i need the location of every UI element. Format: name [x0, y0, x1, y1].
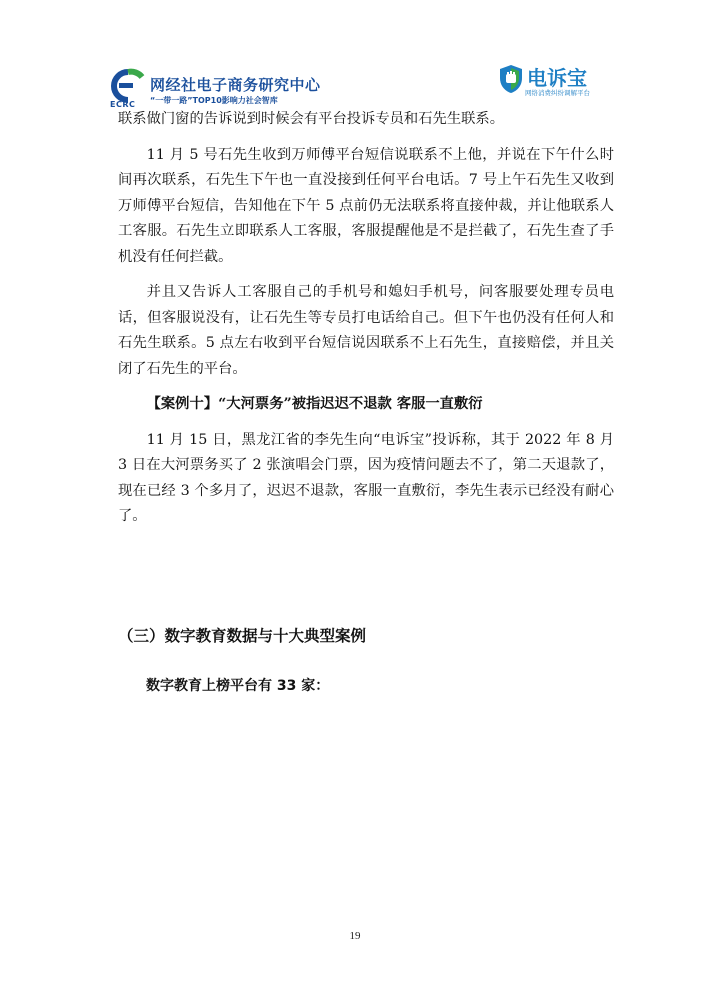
section-heading: （三）数字教育数据与十大典型案例 [118, 627, 367, 645]
body-text [118, 107, 614, 530]
paragraph-2: 11 月 5 号石先生收到万师傅平台短信说联系不上他，并说在下午什么时间再次联系，石先生下午也一直没接到任何平台电话。7 号上午石先生又收到万师傅平台短信，告知他在下午 5 点前仍无法联系将直接仲裁，并让他联系人工客服。石先生立即联系人工客服，客服提醒他是不是拦截了，石先生查了手机没有任何拦截。 [118, 146, 614, 265]
ecrc-logo-icon [108, 68, 148, 104]
ecrc-abbr: ECRC [110, 100, 136, 109]
paragraph-3: 并且又告诉人工客服自己的手机号和媳妇手机号，问客服要处理专员电话，但客服说没有，让石先生等专员打电话给自己。但下午也仍没有任何人和石先生联系。5 点左右收到平台短信说因联系不上石先生，直接赔偿，并且关闭了石先生的平台。 [118, 284, 614, 377]
section-three [118, 624, 614, 646]
sub-heading: 数字教育上榜平台有 33 家： [146, 678, 330, 694]
page-header [0, 0, 710, 110]
section-three-sub [118, 675, 614, 695]
ecrc-subtitle: “一带一路”TOP10影响力社会智库 [150, 96, 278, 105]
case-ten-heading: 【案例十】“大河票务”被指迟迟不退款 客服一直敷衍 [146, 396, 483, 412]
dianshubao-subtitle: 网络消费纠纷调解平台 [525, 89, 590, 97]
paragraph-1: 联系做门窗的告诉说到时候会有平台投诉专员和石先生联系。 [118, 111, 505, 127]
paragraph-5: 11 月 15 日，黑龙江省的李先生向“电诉宝”投诉称，其于 2022 年 8 月 3 日在大河票务买了 2 张演唱会门票，因为疫情问题去不了，第二天退款了，现在已经 3 个多月了，迟迟不退款，客服一直敷衍，李先生表示已经没有耐心了。 [118, 431, 614, 524]
shield-fist-icon [498, 64, 524, 94]
ecrc-title: 网经社电子商务研究中心 [150, 76, 321, 94]
page-number: 19 [349, 930, 361, 942]
dianshubao-title: 电诉宝 [527, 66, 587, 90]
